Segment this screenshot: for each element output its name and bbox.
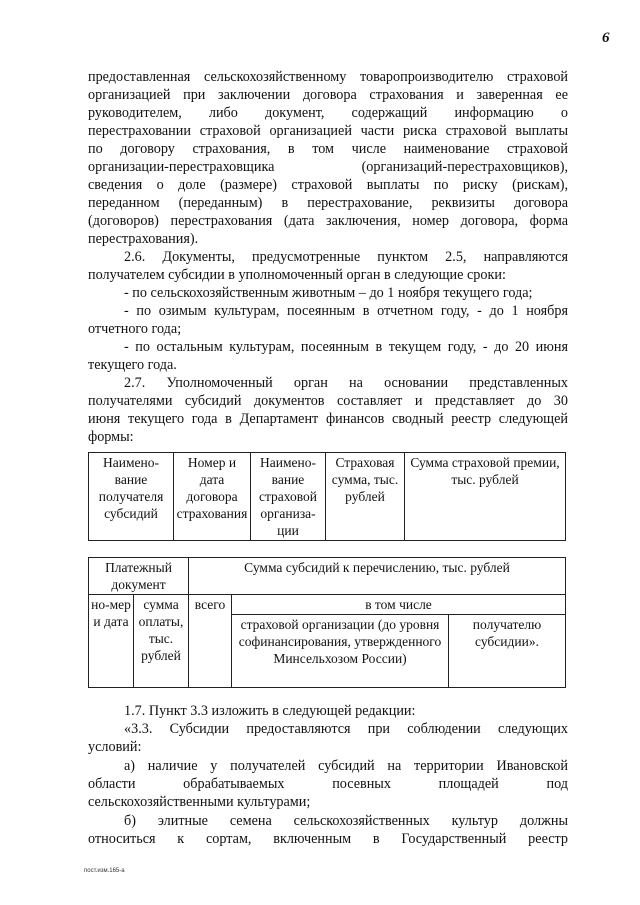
text-line: июня текущего года в Департамент финансов сводный реестр следующей: [88, 411, 568, 427]
header-cell: Страховая сумма, тыс. рублей: [326, 453, 405, 541]
text-line: (договоров) перестрахования (дата заключения, номер договора, форма: [88, 213, 568, 229]
text-line: организацией при заключении договора страхования и заверенная ее: [88, 87, 568, 103]
text-line: по договору страхования, в том числе наименование страховой: [88, 141, 568, 157]
header-cell: но-мер и дата: [89, 595, 134, 688]
header-cell: Наимено-вание получателя субсидий: [89, 453, 174, 541]
header-cell: в том числе: [232, 595, 566, 615]
text-line: б) элитные семена сельскохозяйственных культур должны: [124, 813, 568, 829]
header-cell: Наимено-вание страховой организа-ции: [251, 453, 326, 541]
header-cell: всего: [189, 595, 232, 688]
text-line: 2.7. Уполномоченный орган на основании представленных: [124, 375, 568, 391]
text-line: относиться к сортам, включенным в Государственный реестр: [88, 831, 568, 847]
text-line: а) наличие у получателей субсидий на территории Ивановской: [124, 758, 568, 774]
text-line: области обрабатываемых посевных площадей под: [88, 776, 568, 792]
text-line: получателем субсидии в уполномоченный орган в следующие сроки:: [88, 267, 506, 283]
header-cell: Сумма страховой премии, тыс. рублей: [405, 453, 566, 541]
text-line: условий:: [88, 739, 142, 755]
text-line: получателями субсидий документов составляет и представляет до 30: [88, 393, 568, 409]
text-line: текущего года.: [88, 357, 177, 373]
registry-table-2: [88, 557, 566, 688]
text-line: предоставленная сельскохозяйственному товаропроизводителю страховой: [88, 69, 568, 85]
header-cell: Номер и дата договора страхования: [174, 453, 251, 541]
text-line: - по сельскохозяйственным животным – до 1 ноября текущего года;: [124, 285, 533, 301]
text-line: 1.7. Пункт 3.3 изложить в следующей редакции:: [124, 703, 416, 719]
text-line: формы:: [88, 429, 134, 445]
text-line: переданном (переданным) в перестрахование, реквизиты договора: [88, 195, 568, 211]
text-line: 2.6. Документы, предусмотренные пунктом 2.5, направляются: [124, 249, 568, 265]
text-line: руководителем, либо документ, содержащий информацию о: [88, 105, 568, 121]
text-line: перестраховании страховой организацией части риска страховой выплаты: [88, 123, 568, 139]
header-cell: сумма оплаты, тыс. рублей: [134, 595, 189, 688]
header-cell: страховой организации (до уровня софинансирования, утвержденного Минсельхозом России): [232, 615, 449, 688]
text-line: перестрахования).: [88, 231, 199, 247]
header-cell: Сумма субсидий к перечислению, тыс. рублей: [189, 558, 566, 595]
header-cell: получателю субсидии».: [449, 615, 566, 688]
text-line: «3.3. Субсидии предоставляются при соблюдении следующих: [124, 721, 568, 737]
footer-code: пост.изм.165-а: [84, 868, 125, 874]
text-line: организации-перестраховщика (организаций-перестраховщиков),: [88, 159, 568, 175]
text-line: отчетного года;: [88, 321, 182, 337]
text-line: сведения о доле (размере) страховой выплаты по риску (рискам),: [88, 177, 568, 193]
text-line: - по озимым культурам, посеянным в отчетном году, - до 1 ноября: [124, 303, 568, 319]
text-line: - по остальным культурам, посеянным в текущем году, - до 20 июня: [124, 339, 568, 355]
page-number: 6: [602, 30, 610, 46]
header-cell: Платежный документ: [89, 558, 189, 595]
registry-table-1: [88, 452, 566, 541]
text-line: сельскохозяйственными культурами;: [88, 794, 311, 810]
